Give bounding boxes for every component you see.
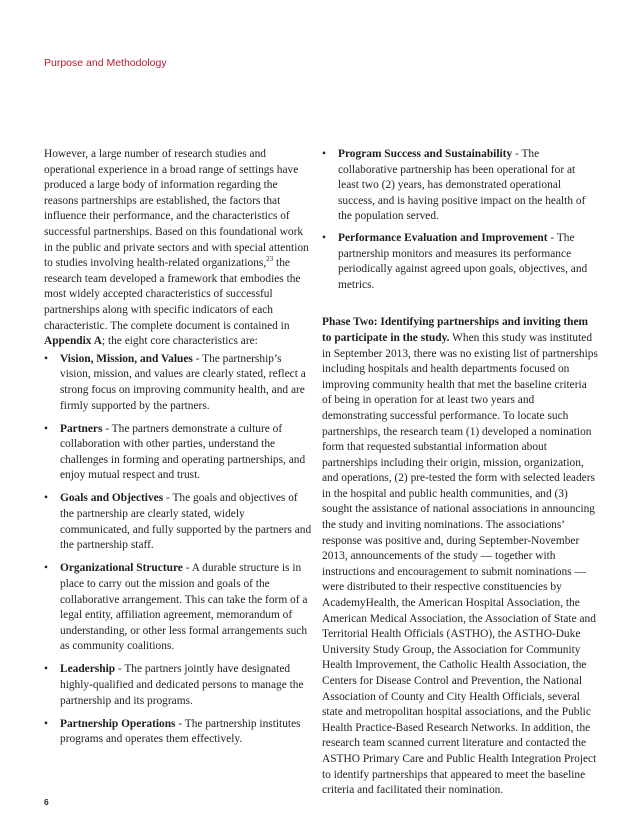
list-item-text: - The partnership monitors and measures its performance periodically against agreed upon goals, objectives, and metrics. [338, 231, 588, 291]
list-item-text: - The partners jointly have designated highly-qualified and dedicated persons to manage the partnership and its programs. [60, 663, 304, 707]
footnote-ref: 23 [266, 255, 274, 264]
list-item-text: - The partnership’s vision, mission, and values are clearly stated, reflect a strong focus on improving community health, and are firmly supported by the partners. [60, 352, 306, 412]
list-item-term: Program Success and Sustainability [338, 148, 513, 160]
list-item [44, 717, 312, 748]
appendix-ref: Appendix A [44, 335, 102, 348]
list-item [44, 422, 312, 484]
list-item [322, 231, 598, 293]
list-item-text: - The partnership institutes programs and operates them effectively. [60, 717, 301, 746]
page-number: 6 [44, 797, 49, 807]
characteristics-list-continued [322, 147, 598, 293]
list-item-text: - The partners demonstrate a culture of collaboration with other parties, understand the challenges in forming and operating partnerships, and enjoy mutual respect and trust. [60, 422, 306, 482]
phase-two-heading: Phase Two: Identifying partnerships and inviting them to participate in the study. [322, 316, 589, 344]
list-item-text: - The collaborative partnership has been operational for at least two (2) years, has demonstrated operational success, and is having positive impact on the health of the population served. [338, 148, 586, 223]
intro-text-2: the research team developed a framework that embodies the most widely accepted characteristics of successful partnerships along with specific indicators of each characteristic. The complete document is contained in [44, 257, 301, 332]
intro-paragraph [44, 147, 312, 350]
list-item-term: Goals and Objectives [60, 492, 164, 505]
list-item-text: - The goals and objectives of the partnership are clearly stated, widely communicated, and fully supported by the partners and the partnership staff. [60, 492, 312, 552]
list-item-term: Leadership [60, 663, 116, 676]
right-column [322, 147, 598, 799]
list-item-text: - A durable structure is in place to carry out the mission and goals of the collaborative arrangement. This can take the form of a legal entity, affiliation agreement, memorandum of understanding, or other less formal arrangements such as community coalitions. [60, 562, 308, 653]
list-item [44, 662, 312, 709]
list-item [322, 147, 598, 225]
list-item-term: Partners [60, 422, 103, 435]
section-header: Purpose and Methodology [44, 57, 167, 69]
list-item-term: Partnership Operations [60, 717, 176, 730]
phase-two-text: When this study was instituted in September 2013, there was no existing list of partnerships including hospitals and health departments focused on improving community health that met the baseline criteria of being in operation for at least two years and demonstrating successful performance. To locate such partnerships, the research team (1) developed a nomination form that requested substantial information about partnerships including their origin, mission, organization, and operations, (2) pre-tested the form with selected leaders in the hospital and public health communities, and (3) sought the assistance of national associations in announcing the study and inviting nominations. The associations’ response was positive and, during September-November 2013, announcements of the study — together with instructions and encouragement to submit nominations — were distributed to their respective constituencies by AcademyHealth, the American Hospital Association, the American Medical Association, the Association of State and Territorial Health Officials (ASTHO), the ASTHO-Duke University Study Group, the Association for Community Health Improvement, the Catholic Health Association, the Centers for Disease Control and Prevention, the National Association of County and City Health Officials, several state and metropolitan hospital associations, and the Public Health Practice-Based Research Networks. In addition, the research team scanned current literature and contacted the ASTHO Primary Care and Public Health Integration Project to identify partnerships that appeared to meet the baseline criteria and facilitated their nomination. [322, 331, 598, 797]
list-item-term: Vision, Mission, and Values [60, 352, 193, 365]
characteristics-list [44, 352, 312, 748]
list-item [44, 352, 312, 414]
intro-text-1: However, a large number of research studies and operational experience in a broad range of settings have produced a large body of information regarding the reasons partnerships are established, the factors that influence their performance, and the characteristics of successful partnerships. Based on this foundational work in the public and private sectors and with special attention to studies involving health-related organizations, [44, 148, 309, 270]
left-column [44, 147, 312, 755]
list-item-term: Organizational Structure [60, 562, 183, 575]
list-item [44, 561, 312, 655]
list-item-term: Performance Evaluation and Improvement [338, 231, 548, 244]
list-item [44, 491, 312, 553]
phase-two-paragraph [322, 315, 598, 798]
intro-text-3: ; the eight core characteristics are: [101, 335, 258, 348]
